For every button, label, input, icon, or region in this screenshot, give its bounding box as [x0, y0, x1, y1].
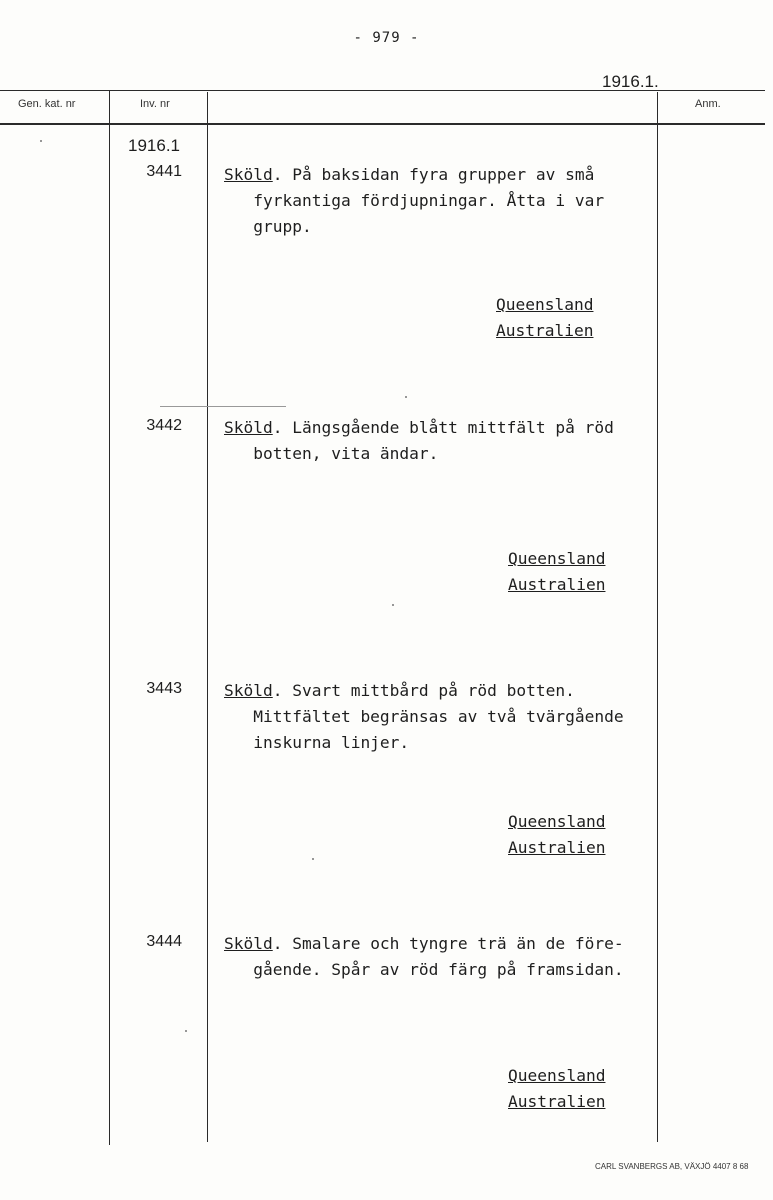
column-divider-2	[207, 92, 208, 1142]
inv-number: 3444	[146, 933, 182, 950]
series-number: 1916.1.	[602, 72, 659, 91]
entry-text: . På baksidan fyra grupper av små fyrkantiga fördjupningar. Åtta i var grupp.	[253, 165, 605, 236]
place-line-1: Queensland	[508, 549, 606, 568]
entry-title: Sköld	[224, 165, 273, 184]
inv-number: 3442	[146, 417, 182, 434]
entry-text: . Svart mittbård på röd botten. Mittfältet begränsas av två tvärgående inskurna linjer.	[253, 681, 624, 752]
page-number: - 979 -	[353, 30, 420, 46]
entry-description	[224, 678, 656, 756]
series-label: 1916.1	[128, 136, 180, 155]
place-line-1: Queensland	[496, 295, 594, 314]
header-anm: Anm.	[695, 98, 721, 110]
scan-speck	[392, 604, 394, 606]
place-line-1: Queensland	[508, 812, 606, 831]
place-line-1: Queensland	[508, 1066, 606, 1085]
place-line-2: Australien	[508, 838, 606, 857]
printer-imprint: CARL SVANBERGS AB, VÄXJÖ 4407 8 68	[595, 1162, 749, 1171]
entry-title: Sköld	[224, 418, 273, 437]
entry-text: . Längsgående blått mittfält på röd botten, vita ändar.	[253, 418, 614, 463]
entry-text: . Smalare och tyngre trä än de före- gående. Spår av röd färg på framsidan.	[253, 934, 624, 979]
header-bottom-rule	[0, 123, 765, 125]
entry-description	[224, 931, 656, 983]
entry-title: Sköld	[224, 681, 273, 700]
column-divider-3	[657, 92, 658, 1142]
column-divider-1	[109, 90, 110, 1145]
scan-speck	[185, 1030, 187, 1032]
place-line-2: Australien	[496, 321, 594, 340]
place-line-2: Australien	[508, 1092, 606, 1111]
entry-title: Sköld	[224, 934, 273, 953]
inv-number: 3441	[146, 163, 182, 180]
scan-speck	[312, 858, 314, 860]
scan-speck	[40, 140, 42, 142]
place-line-2: Australien	[508, 575, 606, 594]
entry-description	[224, 415, 656, 467]
inv-number: 3443	[146, 680, 182, 697]
header-gen-kat-nr: Gen. kat. nr	[18, 98, 76, 110]
entry-separator	[160, 406, 286, 407]
header-inv-nr: Inv. nr	[140, 98, 170, 110]
entry-description	[224, 162, 656, 240]
scan-speck	[405, 396, 407, 398]
header-top-rule	[0, 90, 765, 91]
